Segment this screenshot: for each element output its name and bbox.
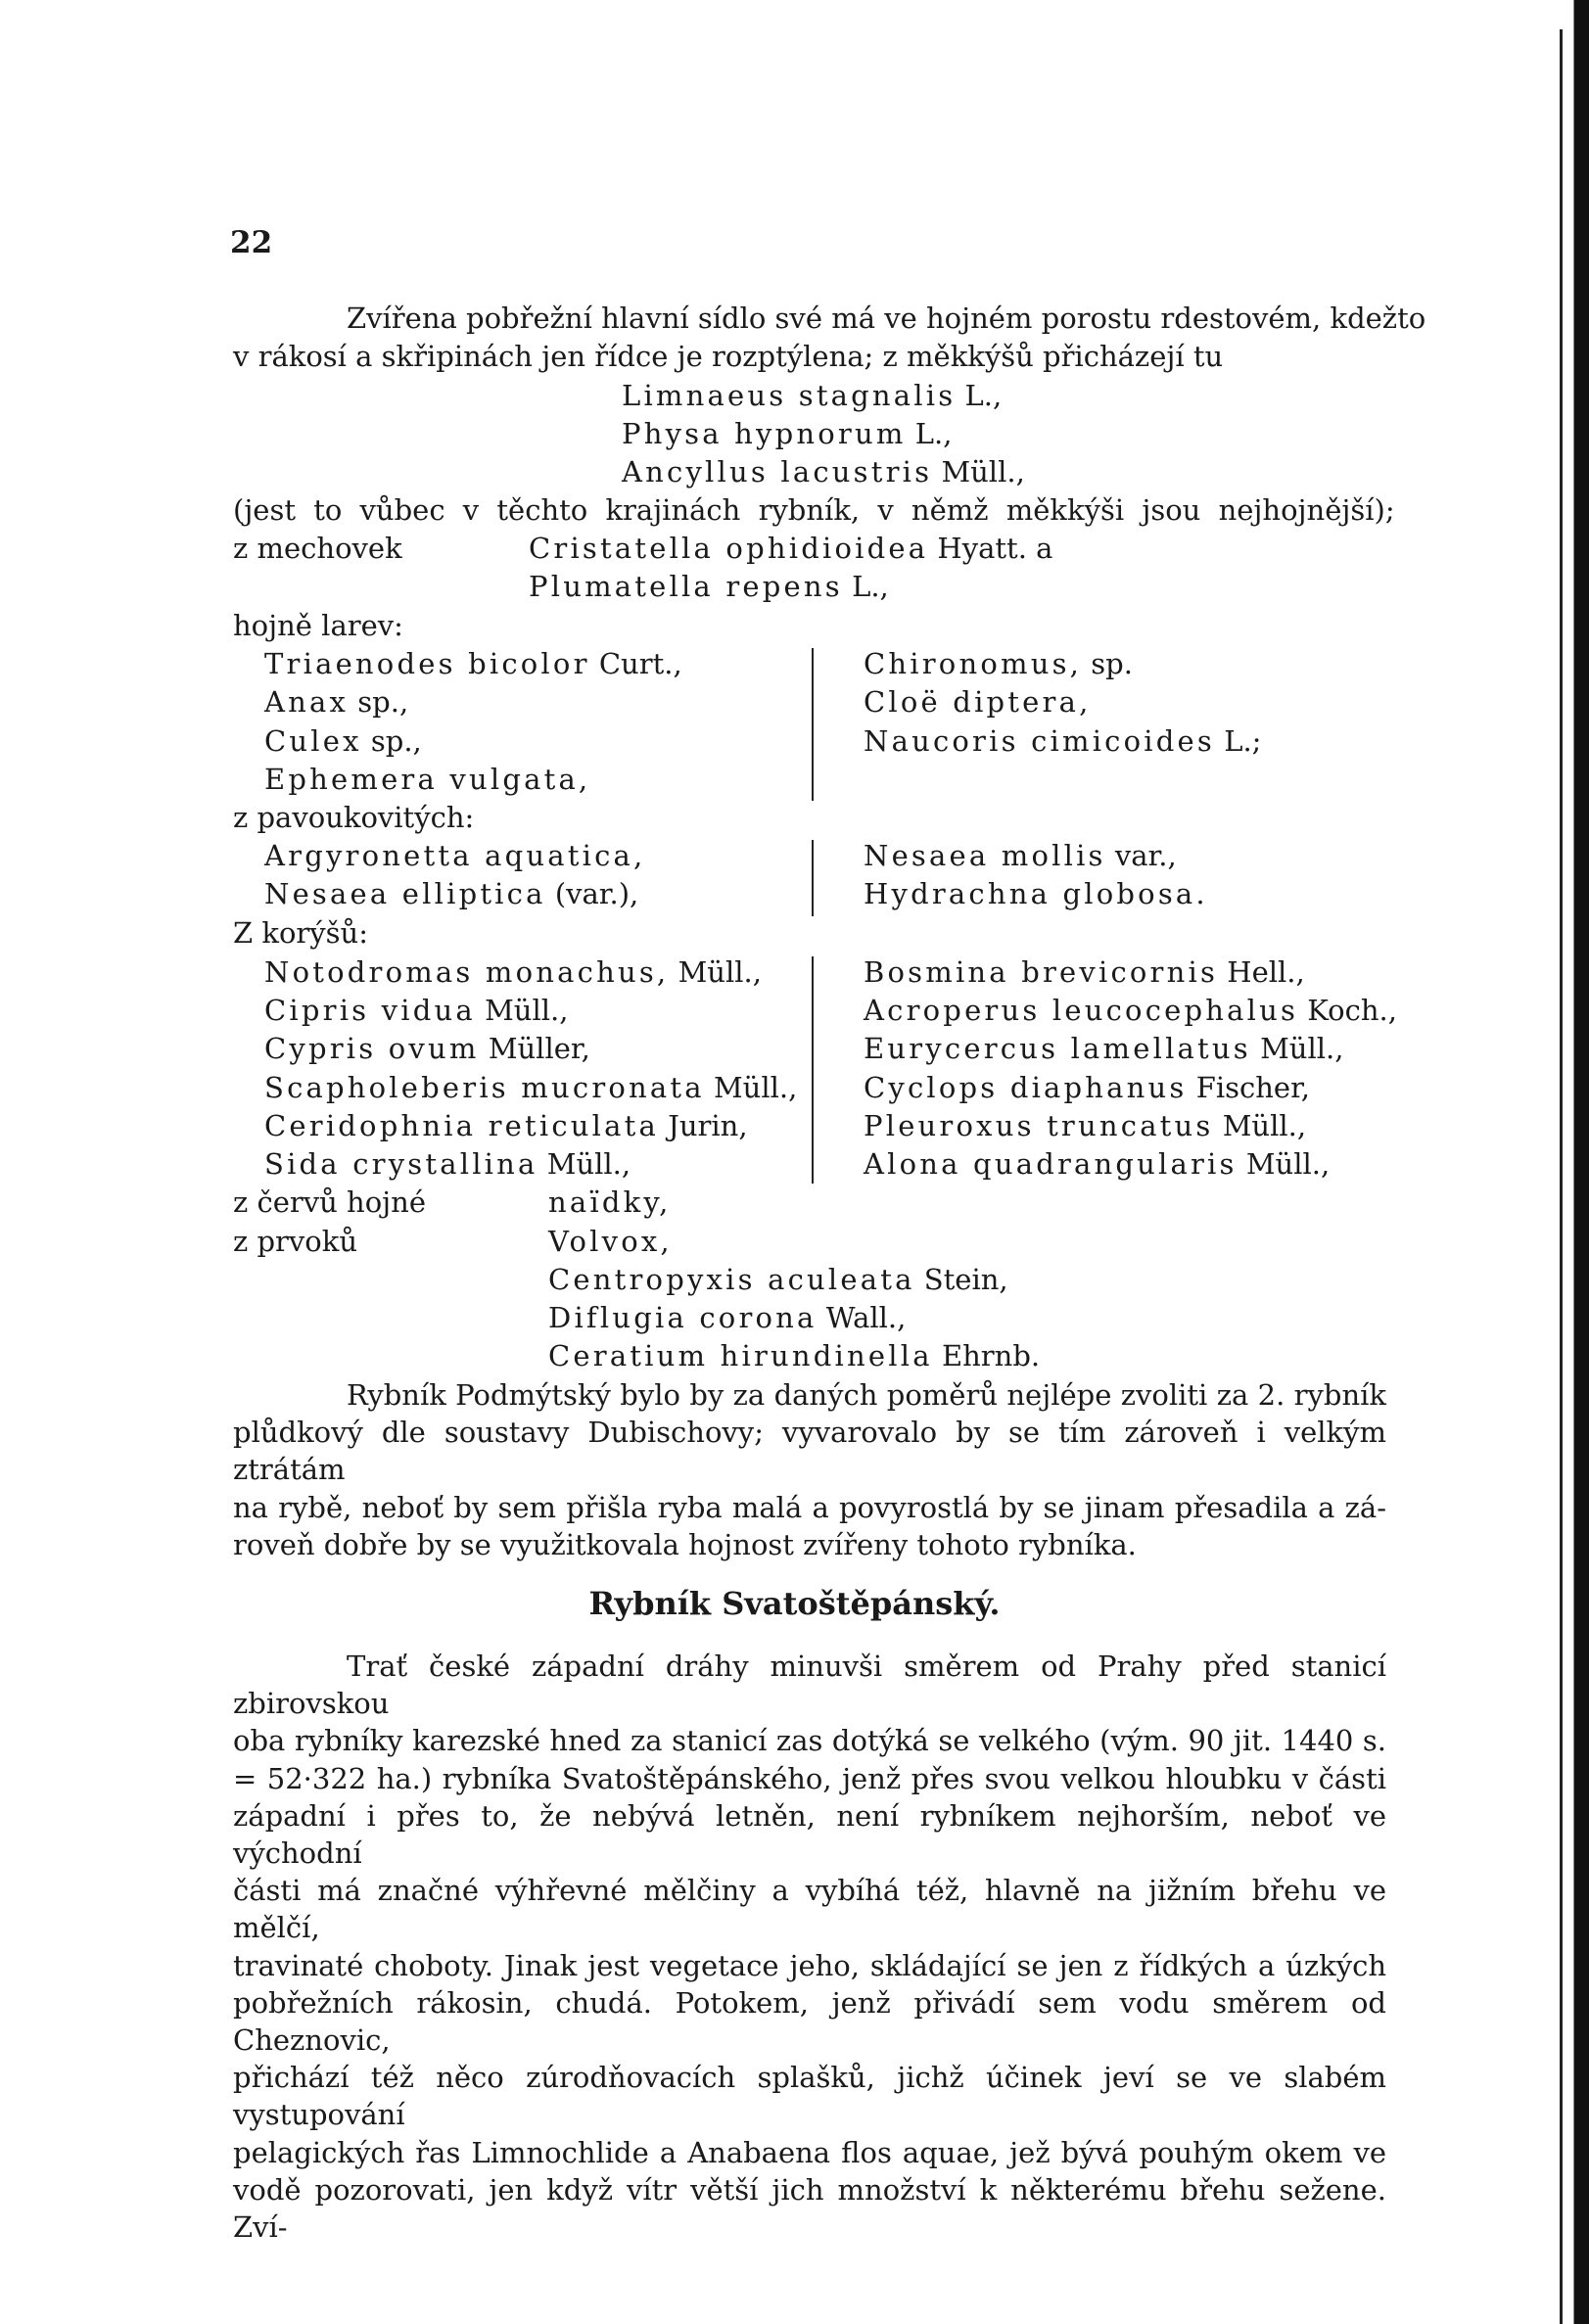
species-line: Cristatella ophidioidea Hyatt. a <box>529 532 1053 565</box>
column-divider <box>812 840 814 916</box>
species-line: Ephemera vulgata, <box>264 763 591 796</box>
species-line: Physa hypnorum L., <box>622 417 953 450</box>
species-line: Pleuroxus truncatus Müll., <box>864 1109 1307 1142</box>
species-line: Hydrachna globosa. <box>864 877 1208 910</box>
column-divider <box>812 956 814 1184</box>
species-line: Cipris vidua Müll., <box>264 994 569 1027</box>
species-line: Cloë diptera, <box>864 685 1092 719</box>
species-line: Alona quadrangularis Müll., <box>864 1147 1331 1181</box>
species-line: Notodromas monachus, Müll., <box>264 955 762 989</box>
intro-line-1: Zvířena pobřežní hlavní sídlo své má ve hojném porostu rdestovém, kdežto <box>347 302 1426 335</box>
worms-label: z červů hojné <box>233 1185 427 1219</box>
note-line: (jest to vůbec v těchto krajinách rybník, v němž měkkýši jsou nejhojnější); <box>233 493 1395 527</box>
species-line: Acroperus leucocephalus Koch., <box>864 994 1397 1027</box>
bryozoa-label: z mechovek <box>233 532 402 565</box>
species-line: Diflugia corona Wall., <box>548 1301 907 1334</box>
species-line: Ancyllus lacustris Müll., <box>622 455 1025 488</box>
species-line: Eurycercus lamellatus Müll., <box>864 1032 1344 1065</box>
species-line: Volvox, <box>548 1225 673 1258</box>
species-line: Triaenodes bicolor Curt., <box>264 647 682 680</box>
paragraph-podmytsky: Rybník Podmýtský bylo by za daných poměrů nejlépe zvoliti za 2. rybník plůdkový dle soustavy Dubischovy; vyvarovalo by se tím zároveň i velkým ztrátám na rybě, neboť by sem přišla ryba malá a povyrostlá by se jinam přesadila a zá- roveň dobře by se využitkovala hojnost zvířeny tohoto rybníka. <box>233 1378 1386 1561</box>
species-line: Scapholeberis mucronata Müll., <box>264 1071 798 1104</box>
intro-line-2: v rákosí a skřipinách jen řídce je rozptýlena; z měkkýšů přicházejí tu <box>233 340 1224 373</box>
species-line: Argyronetta aquatica, <box>264 839 646 872</box>
species-line: Nesaea elliptica (var.), <box>264 877 639 910</box>
larvae-label: hojně larev: <box>233 609 403 642</box>
species-line: Culex sp., <box>264 724 422 758</box>
page-number: 22 <box>230 225 273 260</box>
species-line: naïdky, <box>548 1185 672 1219</box>
species-line: Bosmina brevicornis Hell., <box>864 955 1305 989</box>
page-edge <box>1566 0 1589 2324</box>
species-line: Plumatella repens L., <box>529 570 889 603</box>
species-line: Chironomus, sp. <box>864 647 1133 680</box>
arachnids-label: z pavoukovitých: <box>233 801 475 834</box>
protozoa-label: z prvoků <box>233 1225 358 1258</box>
section-heading: Rybník Svatoštěpánský. <box>588 1585 1001 1622</box>
species-line: Cyclops diaphanus Fischer, <box>864 1071 1310 1104</box>
species-line: Anax sp., <box>264 685 409 719</box>
column-divider <box>812 648 814 801</box>
species-line: Ceratium hirundinella Ehrnb. <box>548 1339 1041 1372</box>
species-line: Limnaeus stagnalis L., <box>622 379 1003 412</box>
species-line: Cypris ovum Müller, <box>264 1032 590 1065</box>
page-edge-line <box>1560 29 1563 2324</box>
crustaceans-label: Z korýšů: <box>233 916 368 950</box>
species-line: Centropyxis aculeata Stein, <box>548 1263 1008 1296</box>
species-line: Naucoris cimicoides L.; <box>864 724 1262 758</box>
species-line: Ceridophnia reticulata Jurin, <box>264 1109 748 1142</box>
species-line: Nesaea mollis var., <box>864 839 1177 872</box>
species-line: Sida crystallina Müll., <box>264 1147 631 1181</box>
paragraph-svatostepansky: Trať české západní dráhy minuvši směrem od Prahy před stanicí zbirovskou oba rybníky karezské hned za stanicí zas dotýká se velkého (vým. 90 jit. 1440 s. = 52·322 ha.) rybníka Svatoštěpánského, jenž přes svou velkou hloubku v části západní i přes to, že nebývá letněn, není rybníkem nejhorším, neboť ve východní části má značné výhřevné mělčiny a vybíhá též, hlavně na jižním břehu ve mělčí, travinaté choboty. Jinak jest vegetace jeho, skládající se jen z řídkých a úzkých pobřežních rákosin, chudá. Potokem, jenž přivádí sem vodu směrem od Cheznovic, přichází též něco zúrodňovacích splašků, jichž účinek jeví se ve slabém vystupování pelagických řas Limnochlide a Anabaena flos aquae, jež bývá pouhým okem ve vodě pozorovati, jen když vítr větší jich množství k některému břehu sežene. Zví- <box>233 1650 1386 2245</box>
